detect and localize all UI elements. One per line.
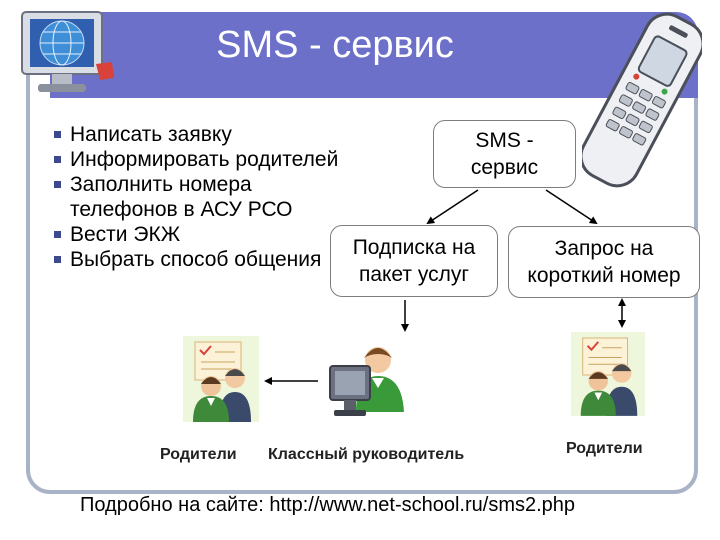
teacher-computer-icon: [326, 338, 410, 428]
subscription-box: Подписка на пакет услуг: [330, 225, 498, 297]
task-item: Заполнить номера телефонов в АСУ РСО: [52, 172, 342, 222]
arrow-sms-to-subscription: [428, 190, 478, 223]
task-item: Написать заявку: [52, 122, 342, 147]
short-number-request-box: Запрос на короткий номер: [508, 226, 700, 298]
task-item: Вести ЭКЖ: [52, 222, 342, 247]
caption-parents-right: Родители: [566, 440, 643, 457]
footer-link-text: Подробно на сайте: http://www.net-school.ru/sms2.php: [80, 494, 576, 516]
caption-teacher: Классный руководитель: [268, 446, 465, 463]
task-item: Выбрать способ общения: [52, 247, 342, 272]
slide-title: SMS - сервис: [216, 24, 454, 66]
caption-parents-left: Родители: [160, 446, 237, 463]
task-item: Информировать родителей: [52, 147, 342, 172]
arrow-sms-to-request: [546, 190, 596, 223]
parents-document-icon: [571, 330, 647, 420]
sms-service-box: SMS - сервис: [433, 120, 576, 188]
parents-document-icon: [183, 336, 261, 424]
